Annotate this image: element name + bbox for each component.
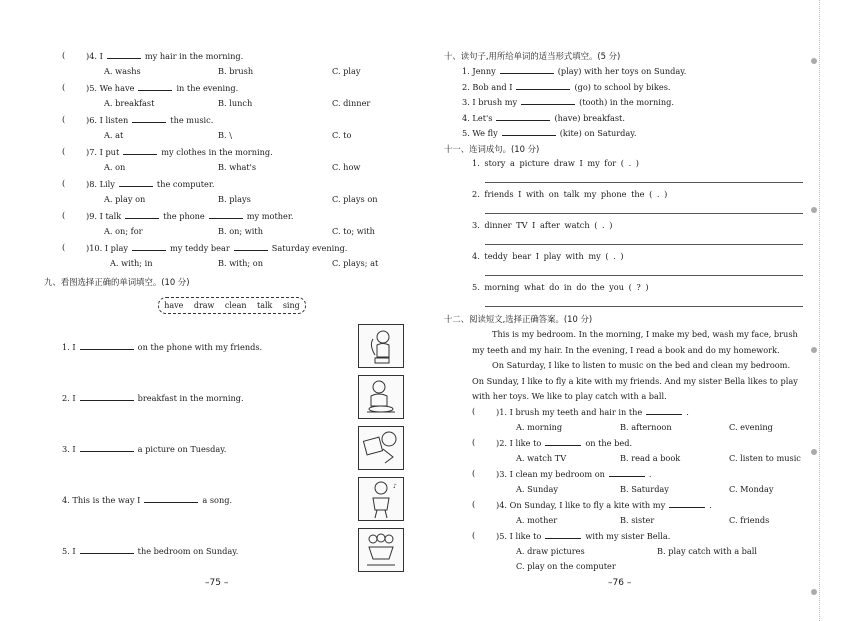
fill-prefix: 1. I [62, 342, 76, 352]
question-line [86, 210, 294, 221]
s10-line [462, 81, 671, 92]
word-bank-item: clean [224, 301, 247, 310]
option-b[interactable]: B. brush [218, 66, 254, 76]
question-tail: my mother. [246, 211, 294, 221]
question-tail: . [709, 500, 712, 510]
question-tail: in the evening. [176, 83, 239, 93]
answer-blank[interactable] [516, 81, 570, 90]
option-b[interactable]: B. read a book [620, 453, 681, 463]
question-line [496, 468, 652, 479]
option-b[interactable]: B. play catch with a ball [657, 546, 758, 556]
fill-prefix: 3. I [62, 444, 76, 454]
s11-words: 2. friends I with on talk my phone the ( . ) [472, 189, 668, 199]
option-b[interactable]: B. lunch [218, 98, 253, 108]
s11-words: 5. morning what do in do the you ( ? ) [472, 282, 649, 292]
answer-blank[interactable] [80, 545, 134, 554]
option-a[interactable]: A. washs [104, 66, 141, 76]
option-a[interactable]: A. at [104, 130, 124, 140]
option-b[interactable]: B. \ [218, 130, 232, 140]
answer-blank[interactable] [125, 210, 159, 219]
question-paren[interactable]: ( [62, 114, 66, 124]
option-c[interactable]: C. how [332, 162, 361, 172]
question-paren[interactable]: ( [472, 437, 476, 447]
fill-line [62, 341, 262, 352]
s11-words: 1. story a picture draw I my for ( . ) [472, 158, 639, 168]
question-line [86, 50, 243, 61]
fill-line [62, 443, 226, 454]
answer-blank[interactable] [502, 127, 556, 136]
question-paren[interactable]: ( [62, 242, 66, 252]
answer-blank[interactable] [521, 96, 575, 105]
answer-blank[interactable] [80, 443, 134, 452]
option-c[interactable]: C. dinner [332, 98, 371, 108]
word-bank-item: draw [193, 301, 215, 310]
passage-line: On Saturday, I like to listen to music on the bed and clean my bedroom. [492, 360, 791, 370]
section9-title: 九、看图选择正确的单词填空。(10 分) [44, 277, 190, 287]
answer-blank[interactable] [138, 82, 172, 91]
question-line [86, 146, 273, 157]
question-paren[interactable]: ( [62, 210, 66, 220]
answer-blank[interactable] [80, 341, 134, 350]
answer-blank[interactable] [80, 392, 134, 401]
question-paren[interactable]: ( [472, 468, 476, 478]
option-a[interactable]: A. play on [104, 194, 146, 204]
question-line [496, 530, 670, 541]
word-bank [158, 297, 306, 314]
option-c[interactable]: C. play on the computer [516, 561, 616, 571]
option-b[interactable]: B. afternoon [620, 422, 672, 432]
answer-blank[interactable] [234, 242, 268, 251]
question-stem: )4. On Sunday, I like to fly a kite with my [496, 500, 666, 510]
s11-words: 4. teddy bear I play with my ( . ) [472, 251, 624, 261]
question-paren[interactable]: ( [62, 82, 66, 92]
answer-line[interactable] [485, 244, 803, 245]
s11-words: 3. dinner TV I after watch ( . ) [472, 220, 613, 230]
fill-line [62, 392, 244, 403]
option-c[interactable]: C. to [332, 130, 352, 140]
s10-suffix: (tooth) in the morning. [579, 97, 674, 107]
question-tail: the music. [170, 115, 214, 125]
question-stem: )6. I listen [86, 115, 129, 125]
question-paren[interactable]: ( [62, 50, 66, 60]
question-line [86, 114, 213, 125]
question-line [86, 242, 347, 253]
section11-title: 十一、连词成句。(10 分) [444, 144, 540, 154]
option-c[interactable]: C. play [332, 66, 361, 76]
option-b[interactable]: B. on; with [218, 226, 263, 236]
option-c[interactable]: C. plays on [332, 194, 378, 204]
fill-suffix: the bedroom on Sunday. [137, 546, 239, 556]
question-line [496, 406, 689, 417]
answer-line[interactable] [485, 275, 803, 276]
answer-blank[interactable] [500, 65, 554, 74]
page-75 [0, 0, 425, 621]
fill-suffix: a picture on Tuesday. [137, 444, 227, 454]
answer-blank[interactable] [107, 50, 141, 59]
fill-suffix: breakfast in the morning. [137, 393, 244, 403]
question-stem: )8. Lily [86, 179, 115, 189]
cleaning-picture [358, 528, 404, 572]
s10-prefix: 4. Let's [462, 112, 493, 123]
fill-prefix: 5. I [62, 546, 76, 556]
option-a[interactable]: A. morning [516, 422, 563, 432]
answer-blank[interactable] [646, 406, 682, 415]
question-stem: )7. I put [86, 147, 120, 157]
answer-blank[interactable] [119, 178, 153, 187]
question-stem: )9. I talk [86, 211, 122, 221]
option-a[interactable]: A. mother [516, 515, 558, 525]
s10-line [462, 65, 686, 76]
s10-suffix: (have) breakfast. [554, 112, 625, 123]
answer-blank[interactable] [545, 530, 581, 539]
word-bank-item: talk [256, 301, 273, 310]
option-a[interactable]: A. Sunday [516, 484, 559, 494]
question-paren[interactable]: ( [62, 146, 66, 156]
fill-suffix: on the phone with my friends. [137, 342, 263, 352]
fill-prefix: 2. I [62, 393, 76, 403]
question-tail: . [686, 407, 689, 417]
option-a[interactable]: A. on; for [104, 226, 143, 236]
question-tail: my hair in the morning. [144, 51, 244, 61]
option-a[interactable]: A. breakfast [104, 98, 155, 108]
drawing-picture [358, 426, 404, 470]
question-stem: )10. I play [86, 243, 129, 253]
question-paren[interactable]: ( [62, 178, 66, 188]
option-c[interactable]: C. friends [729, 515, 770, 525]
answer-blank[interactable] [545, 437, 581, 446]
answer-blank[interactable] [496, 112, 550, 121]
option-c[interactable]: C. listen to music [729, 453, 801, 463]
question-line [86, 82, 238, 93]
question-tail: the phone [163, 211, 205, 221]
passage-line: On Sunday, I like to fly a kite with my friends. And my sister Bella likes to play [472, 375, 798, 386]
answer-line[interactable] [485, 213, 803, 214]
answer-line[interactable] [485, 182, 803, 183]
page-76 [425, 0, 860, 621]
question-paren[interactable]: ( [472, 406, 476, 416]
option-a[interactable]: A. draw pictures [516, 546, 585, 556]
option-b[interactable]: B. what's [218, 162, 257, 172]
question-tail: with my sister Bella. [585, 531, 671, 541]
option-a[interactable]: A. with; in [110, 258, 153, 268]
question-line [496, 499, 712, 510]
question-tail: . [648, 469, 652, 479]
question-stem: )5. I like to [496, 531, 542, 541]
s10-prefix: 1. Jenny [462, 66, 496, 76]
s10-suffix: (play) with her toys on Sunday. [557, 66, 687, 76]
question-tail: my clothes in the morning. [161, 147, 273, 157]
s10-line [462, 127, 636, 138]
s10-line [462, 96, 674, 107]
question-stem: )1. I brush my teeth and hair in the [496, 407, 643, 417]
page-number: –75 – [205, 578, 229, 588]
answer-blank[interactable] [132, 242, 166, 251]
question-line [496, 437, 632, 448]
option-c[interactable]: C. to; with [332, 226, 375, 236]
page-number: –76 – [608, 578, 632, 588]
singing-picture [358, 477, 404, 521]
fill-line [62, 545, 238, 556]
breakfast-picture [358, 375, 404, 419]
s10-suffix: (kite) on Saturday. [559, 128, 637, 138]
word-bank-item: have [164, 301, 184, 310]
answer-line[interactable] [485, 306, 803, 307]
option-b[interactable]: B. with; on [218, 258, 263, 268]
fill-prefix: 4. This is the way I [62, 495, 141, 505]
option-c[interactable]: C. evening [729, 422, 773, 432]
section12-title: 十二、阅读短文,选择正确答案。(10 分) [444, 314, 593, 324]
option-c[interactable]: C. plays; at [332, 258, 379, 268]
s10-line [462, 112, 625, 123]
option-b[interactable]: B. Saturday [620, 484, 669, 494]
s10-prefix: 2. Bob and I [462, 81, 513, 92]
question-tail: the computer. [156, 179, 215, 189]
question-tail: my teddy bear [170, 243, 230, 253]
answer-blank[interactable] [609, 468, 645, 477]
passage-line: my teeth and my hair. In the evening, I read a book and do my homework. [472, 344, 780, 355]
answer-blank[interactable] [123, 146, 157, 155]
passage-line: with her toys. We like to play catch with a ball. [472, 391, 667, 401]
question-tail: Saturday evening. [271, 243, 348, 253]
fill-line [62, 494, 232, 505]
question-stem: )2. I like to [496, 438, 542, 448]
s10-suffix: (go) to school by bikes. [574, 81, 671, 92]
answer-blank[interactable] [669, 499, 705, 508]
question-stem: )3. I clean my bedroom on [496, 469, 605, 479]
fill-suffix: a song. [202, 495, 233, 505]
answer-blank[interactable] [144, 494, 198, 503]
word-bank-item: sing [282, 301, 300, 310]
question-line [86, 178, 214, 189]
question-tail: on the bed. [585, 438, 633, 448]
question-stem: )4. I [86, 51, 103, 61]
passage-line: This is my bedroom. In the morning, I make my bed, wash my face, brush [492, 329, 798, 339]
question-paren[interactable]: ( [472, 530, 476, 540]
option-a[interactable]: A. on [104, 162, 126, 172]
s10-prefix: 5. We fly [462, 128, 498, 138]
answer-blank[interactable] [132, 114, 166, 123]
option-c[interactable]: C. Monday [729, 484, 774, 494]
option-b[interactable]: B. sister [620, 515, 655, 525]
s10-prefix: 3. I brush my [462, 97, 518, 107]
question-paren[interactable]: ( [472, 499, 476, 509]
phone-picture [358, 324, 404, 368]
answer-blank[interactable] [209, 210, 243, 219]
option-b[interactable]: B. plays [218, 194, 251, 204]
section10-title: 十、读句子,用所给单词的适当形式填空。(5 分) [444, 51, 621, 61]
question-stem: )5. We have [86, 83, 135, 93]
svg-text:♪: ♪ [393, 483, 397, 490]
reading-passage [472, 327, 805, 405]
option-a[interactable]: A. watch TV [516, 453, 567, 463]
